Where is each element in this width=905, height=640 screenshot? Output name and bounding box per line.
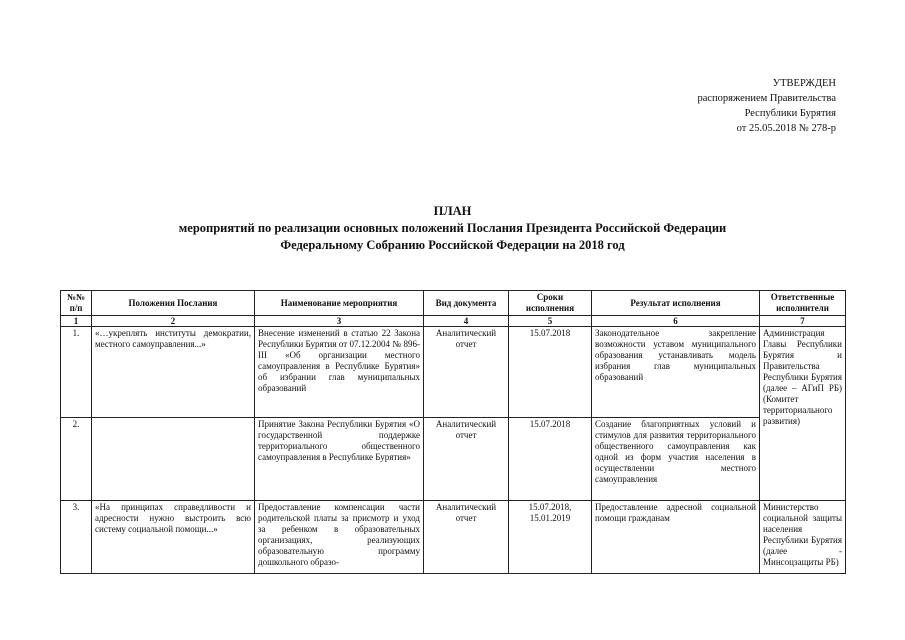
document-title (0, 203, 905, 254)
row-doc-type: Аналитический отчет (424, 418, 509, 501)
row-deadline: 15.07.2018 (509, 418, 592, 501)
table-row (61, 501, 846, 574)
title-line-2: мероприятий по реализации основных положений Послания Президента Российской Федерации (178, 221, 727, 235)
row-deadline: 15.07.2018, 15.01.2019 (509, 501, 592, 574)
table-row (61, 327, 846, 418)
header-deadline: Сроки исполнения (509, 291, 592, 316)
column-number-row (61, 316, 846, 327)
row-deadline: 15.07.2018 (509, 327, 592, 418)
title-line-1: ПЛАН (433, 204, 472, 218)
approval-line-2: распоряжением Правительства (697, 93, 836, 104)
row-provision: «На принципах справедливости и адресности нужно выстроить всю систему социальной помощи...» (92, 501, 255, 574)
row-result: Предоставление адресной социальной помощи гражданам (592, 501, 760, 574)
row-executors: Администрация Главы Республики Бурятия и Правительства Республики Бурятия (далее – АГиП РБ) (Комитет территориального развития) (760, 327, 846, 501)
table-row (61, 418, 846, 501)
header-num: №№ п/п (61, 291, 92, 316)
row-doc-type: Аналитический отчет (424, 327, 509, 418)
approval-stamp (697, 76, 836, 136)
header-result: Результат исполнения (592, 291, 760, 316)
row-number: 3. (61, 501, 92, 574)
row-doc-type: Аналитический отчет (424, 501, 509, 574)
approval-line-4: от 25.05.2018 № 278-р (736, 123, 836, 134)
row-provision-empty (92, 418, 255, 501)
column-number: 7 (760, 316, 846, 327)
column-number: 1 (61, 316, 92, 327)
column-number: 4 (424, 316, 509, 327)
row-measure: Предоставление компенсации части родительской платы за присмотр и уход за ребенком в образовательных организациях, реализующих образовательную программу дошкольного образо- (255, 501, 424, 574)
column-number: 6 (592, 316, 760, 327)
plan-table (60, 290, 846, 574)
row-number: 2. (61, 418, 92, 501)
column-number: 2 (92, 316, 255, 327)
row-executors: Министерство социальной защиты населения Республики Бурятия (далее - Минсоцзащиты РБ) (760, 501, 846, 574)
title-line-3: Федеральному Собранию Российской Федерации на 2018 год (280, 238, 625, 252)
row-provision: «…укреплять институты демократии, местного самоуправления...» (92, 327, 255, 418)
row-measure: Принятие Закона Республики Бурятия «О государственной поддержке территориального общественного самоуправления в Республике Бурятия» (255, 418, 424, 501)
column-number: 3 (255, 316, 424, 327)
approval-line-3: Республики Бурятия (744, 108, 836, 119)
row-result: Законодательное закрепление возможности уставом муниципального образования устанавливать модель избрания глав муниципальных образований (592, 327, 760, 418)
approval-line-1: УТВЕРЖДЕН (772, 78, 836, 89)
row-measure: Внесение изменений в статью 22 Закона Республики Бурятия от 07.12.2004 № 896-III «Об организации местного самоуправления в Республике Бурятия» об избрании глав муниципальных образований (255, 327, 424, 418)
row-result: Создание благоприятных условий и стимулов для развития территориального общественного самоуправления как одной из форм участия населения в осуществлении местного самоуправления (592, 418, 760, 501)
column-number: 5 (509, 316, 592, 327)
header-provision: Положения Послания (92, 291, 255, 316)
table-header-row (61, 291, 846, 316)
row-number: 1. (61, 327, 92, 418)
header-measure: Наименование мероприятия (255, 291, 424, 316)
header-executors: Ответственные исполнители (760, 291, 846, 316)
header-doc: Вид документа (424, 291, 509, 316)
